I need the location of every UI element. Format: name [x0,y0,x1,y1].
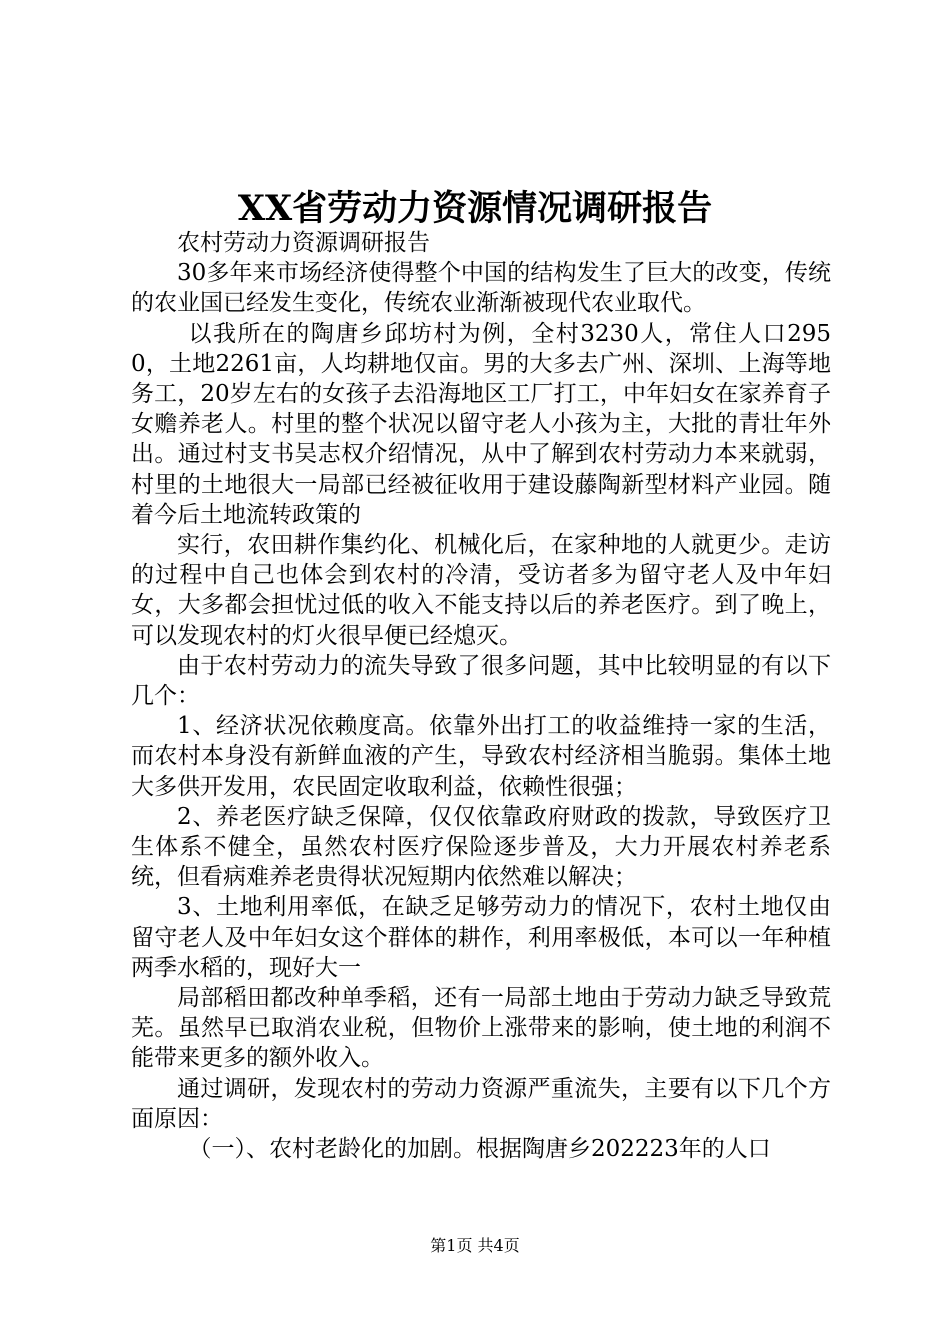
paragraph: 实行，农田耕作集约化、机械化后，在家种地的人就更少。走访的过程中自己也体会到农村的冷清，受访者多为留守老人及中年妇女，大多都会担忧过低的收入不能支持以后的养老医疗。到了晚上，可以发现农村的灯火很早便已经熄灭。 [131,532,831,649]
paragraph: 通过调研，发现农村的劳动力资源严重流失，主要有以下几个方面原因： [131,1075,831,1132]
paragraph-subtitle: 农村劳动力资源调研报告 [177,230,430,256]
paragraph: 局部稻田都改种单季稻，还有一局部土地由于劳动力缺乏导致荒芜。虽然早已取消农业税，但物价上涨带来的影响，使土地的利润不能带来更多的额外收入。 [131,985,831,1072]
paragraph: （一）、农村老龄化的加剧。根据陶唐乡202223年的人口 [188,1136,771,1163]
paragraph: 由于农村劳动力的流失导致了很多问题，其中比较明显的有以下几个： [131,652,831,710]
list-item: 3、土地利用率低，在缺乏足够劳动力的情况下，农村土地仅由留守老人及中年妇女这个群体的耕作，利用率极低，本可以一年种植两季水稻的，现好大一 [131,894,831,981]
paragraph: 以我所在的陶唐乡邱坊村为例，全村3230人，常住人口2950，土地2261亩，人均耕地仅亩。男的大多去广州、深圳、上海等地务工，20岁左右的女孩子去沿海地区工厂打工，中年妇女在家养育子女赡养老人。村里的整个状况以留守老人小孩为主，大批的青壮年外出。通过村支书吴志权介绍情况，从中了解到农村劳动力本来就弱，村里的土地很大一局部已经被征收用于建设藤陶新型材料产业园。随着今后土地流转政策的 [131,320,831,528]
paragraph: 30多年来市场经济使得整个中国的结构发生了巨大的改变，传统的农业国已经发生变化，传统农业渐渐被现代农业取代。 [131,260,831,317]
document-title: XX省劳动力资源情况调研报告 [237,188,713,229]
document-body [131,228,831,1164]
list-item: 1、经济状况依赖度高。依靠外出打工的收益维持一家的生活，而农村本身没有新鲜血液的产生，导致农村经济相当脆弱。集体土地大多供开发用，农民固定收取利益，依赖性很强； [131,713,831,800]
list-item: 2、养老医疗缺乏保障，仅仅依靠政府财政的拨款，导致医疗卫生体系不健全，虽然农村医疗保险逐步普及，大力开展农村养老系统，但看病难养老贵得状况短期内依然难以解决； [131,803,831,891]
page-number-footer: 第1页 共4页 [430,1236,520,1255]
